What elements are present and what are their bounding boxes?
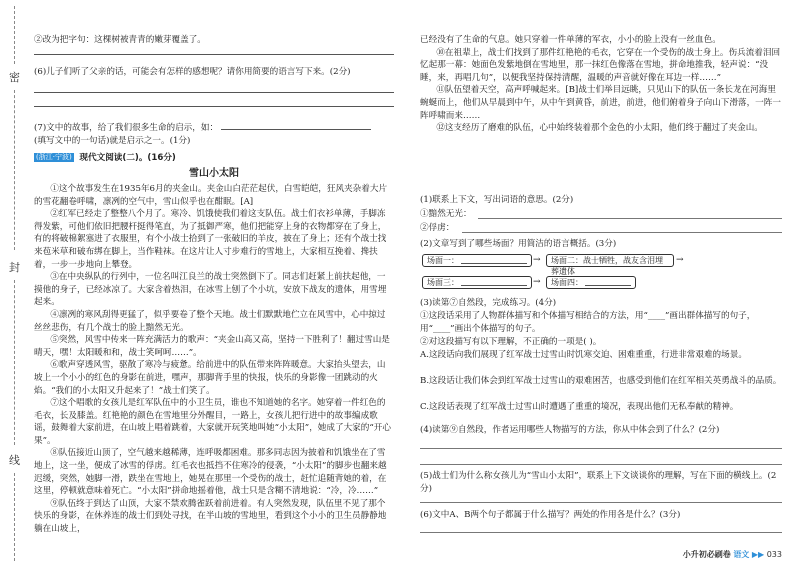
scene-diagram [420, 252, 782, 292]
page-footer [683, 549, 782, 560]
footer-brand: 小升初必刷卷 [682, 550, 731, 559]
article-paragraph: ①这个故事发生在1935年6月的夹金山。夹金山白茫茫起伏，白雪皑皑，狂风夹杂着大片的雪花翻卷呼啸，凛冽的空气中，雪山似乎也在酣眠。[A] [34, 184, 388, 207]
article-body [34, 183, 394, 536]
answer-line[interactable] [420, 520, 782, 533]
option-c[interactable]: C.这段话表现了红军战士过雪山时遭遇了重重的境况，表现出他们无私奉献的精神。 [420, 402, 739, 412]
question-1: (1)联系上下文，写出词语的意思。(2分) [420, 195, 574, 205]
right-column [420, 0, 782, 566]
arrow-right-icon: → [533, 255, 541, 265]
q7-answer-blank[interactable] [221, 120, 371, 130]
answer-line[interactable] [34, 106, 394, 107]
q1-item-b-blank[interactable] [462, 232, 782, 233]
question-3: (3)读第⑦自然段，完成练习。(4分) [420, 298, 557, 308]
binding-label-bottom: 线 [9, 454, 20, 467]
double-chevron-icon: ▶▶ [751, 550, 765, 559]
page-number: 033 [766, 550, 782, 559]
answer-line[interactable] [420, 436, 782, 449]
article-paragraph: ⑤突然，风雪中传来一阵充满活力的歌声：“夹金山高又高，坚持一下胜利了！翻过雪山是晴天，嘿！太阳暖和和，战士笑呵呵……”。 [34, 335, 390, 358]
binding-label-middle: 封 [9, 261, 20, 274]
scene-label: 场面二：战士牺牲，战友含泪埋葬遗体 [551, 256, 663, 276]
section-header [34, 152, 394, 165]
option-b[interactable]: B.这段话让我们体会到红军战士过雪山的艰难困苦，也感受到他们在红军相关英勇战斗的品质。 [420, 376, 782, 386]
q1-item-b [420, 222, 782, 235]
article-continued [420, 34, 782, 135]
scene-label: 场面三： [427, 278, 459, 287]
binding-dash-line [14, 280, 15, 445]
option-a[interactable]: A.这段话向我们展现了红军战士过雪山时饥寒交迫、困难重重，行进非常艰难的场景。 [420, 350, 747, 360]
arrow-right-icon: → [533, 277, 541, 287]
question-3-part-1: ①这段话采用了人物群体描写和个体描写相结合的方法，用“____”画出群体描写的句子，用“____”画出个体描写的句子。 [420, 311, 756, 334]
answer-line[interactable] [420, 452, 782, 465]
article-paragraph: ②红军已经走了整整八个月了。寒冷、饥饿使我们着这支队伍。战士们衣衫单薄，手脚冻得发紫，可他们依旧把腰杆挺得笔直，为了抵御严寒，他们把能穿上身的衣物都穿在了身上，有的将破棉絮塞进了衣服里，有个小战士拾到了一张破旧的羊皮，披在了身上；还有个战士找来苞米草和破布绑在脚上，当作鞋袜。在这片让人寸步难行的雪地上，大家相互挽着、搀扶着，一步一步地向上攀登。 [34, 209, 387, 270]
question-2: (2)文章写到了哪些场面？用简洁的语言概括。(3分) [420, 239, 617, 249]
q1-item-a-label: ①黯然无光： [420, 209, 472, 219]
article-paragraph: ⑫这支经历了磨难的队伍，心中始终装着那个金色的小太阳，他们终于翻过了夹金山。 [436, 123, 763, 134]
question-4: (4)读第⑨自然段，作者运用哪些人物描写的方法，你从中体会到了什么？(2分) [420, 425, 720, 435]
binding-dash-line [14, 473, 15, 561]
question-7-stem: (7)文中的故事，给了我们很多生命的启示，如： [34, 123, 219, 133]
binding-dash-line [14, 6, 15, 64]
article-paragraph: ⑦这个唱歌的女孩儿是红军队伍中的小卫生员，谁也不知道她的名字。她穿着一件红色的毛衣，长及膝盖。红艳艳的颜色在雪地里分外醒目，一路上，女孩儿把行进中的故事编成歌谣，鼓舞着大家前进，在山坡上唱着跳着，大家就开玩笑地叫她“小太阳”，她成了大家的“开心果”。 [34, 398, 391, 446]
binding-label-top: 密 [9, 71, 20, 84]
article-paragraph: ⑥歌声穿透风雪，驱散了寒冷与疲惫。给前进中的队伍带来阵阵暖意。大家抬头望去，山坡上一个小小的红色的身影在前进，嘿声，那脚背手里的快报，快乐的身影像一团跳动的火焰。“我们的小太阳又升起来了！”战士们笑了。 [34, 360, 386, 396]
article-paragraph: ⑪队伍望着天空，高声呼喊起来。[B]战士们举目远眺，只见山下的队伍一条长龙在河海里蜿蜒而上，他们从早晨到中午，从中午到黄昏，前进，前进，他们俯着身子向山下滑落，一阵一阵呼啸而来…… [420, 85, 781, 121]
scene-blank[interactable] [461, 285, 527, 286]
footer-subject: 语文 [733, 550, 750, 559]
scene-blank[interactable] [461, 263, 527, 264]
question-7-suffix: (填写文中的一句话)就是启示之一。(1分) [34, 136, 191, 146]
binding-margin [0, 0, 34, 566]
answer-line[interactable] [34, 92, 394, 93]
scene-blank[interactable] [585, 285, 631, 286]
article-paragraph: ⑩在祖辈上，战士们找到了那件红艳艳的毛衣，它穿在一个受伤的战士身上。伤兵流着泪回忆起那一幕：她面色发紫地倒在雪地里，那一抹红色像落在雪地，拼命地推我，轻声说：“没睡，来，再唱几句”，以便我坚持保持清醒，温暖的声音就好像在耳边一样……” [420, 47, 781, 83]
left-column [34, 0, 394, 566]
section-badge: (浙江·宁波) [36, 153, 72, 161]
question-6-right: (6)文中A、B两个句子都属于什么描写？两处的作用各是什么？(3分) [420, 510, 681, 520]
question-7 [34, 120, 394, 135]
scene-box-4 [546, 276, 636, 289]
q2-answer-text: ②改为把字句：这棵树被青青的嫩芽覆盖了。 [34, 35, 206, 45]
question-5: (5)战士们为什么称女孩儿为“雪山小太阳”，联系上下文谈谈你的理解，写在下面的横线上。(2分) [420, 471, 777, 494]
answer-line[interactable] [420, 490, 782, 503]
scene-box-1 [422, 254, 532, 267]
scene-box-2 [546, 254, 674, 276]
q1-item-a [420, 208, 782, 221]
binding-dash-line [14, 90, 15, 250]
article-title: 雪山小太阳 [189, 168, 239, 179]
scene-label: 场面一： [427, 256, 459, 265]
article-paragraph: ③在中央纵队的行列中，一位名叫江良兰的战士突然倒下了。同志们赶紧上前扶起他，一摸他的身子，已经冰凉了。大家含着热泪，在冰雪上刨了个小坑，安放下战友的遗体，用雪埋起来。 [34, 272, 387, 308]
article-paragraph: ⑨队伍终于到达了山顶，大家不禁欢腾雀跃着前进着。有人突然发现，队伍里不见了那个快乐的身影，在休养连的战士们到处寻找，在半山坡的雪地里，看到这个小小的卫生员静静地躺在山坡上， [34, 498, 387, 535]
question-3-part-2: ②对这段描写有以下理解，不正确的一项是( )。 [420, 337, 602, 347]
scene-box-3 [422, 276, 532, 289]
section-title: 现代文阅读(二)。(16分) [79, 153, 176, 163]
arrow-right-icon: → [676, 255, 684, 265]
article-paragraph: ④凛冽的寒风刮得更猛了，似乎要卷了整个天地。战士们默默地伫立在风雪中，心中掠过丝丝悲伤，有几个战士的脸上黯然无光。 [34, 309, 386, 333]
question-6: (6)儿子们听了父亲的话，可能会有怎样的感想呢？请你用简要的语言写下来。(2分) [34, 67, 351, 77]
scene-label: 场面四： [551, 278, 583, 287]
article-paragraph: ⑧队伍接近山顶了，空气越来越稀薄，连呼吸都困难。那多同志因为披着和饥饿坐在了雪地上，这一坐，便成了冰雪的俘虏。红毛衣也抵挡不住寒冷的侵袭，“小太阳”的脚步也翻来越迟缓，突然，她脚一滑，跌坐在雪地上，她晃在那里一个受伤的战士，赶忙追随背她的着，在这里，停顿就意味着死亡。“小太阳”拼命地摇着他，战士只是含糊不清地说：“冷，冷……” [34, 448, 387, 497]
article-paragraph: 已经没有了生命的气息。她只穿着一件单薄的军衣，小小的脸上没有一丝血色。 [420, 35, 721, 45]
q1-item-b-label: ②俘虏： [420, 223, 455, 233]
q1-item-a-blank[interactable] [478, 218, 782, 219]
answer-line[interactable] [34, 54, 394, 55]
